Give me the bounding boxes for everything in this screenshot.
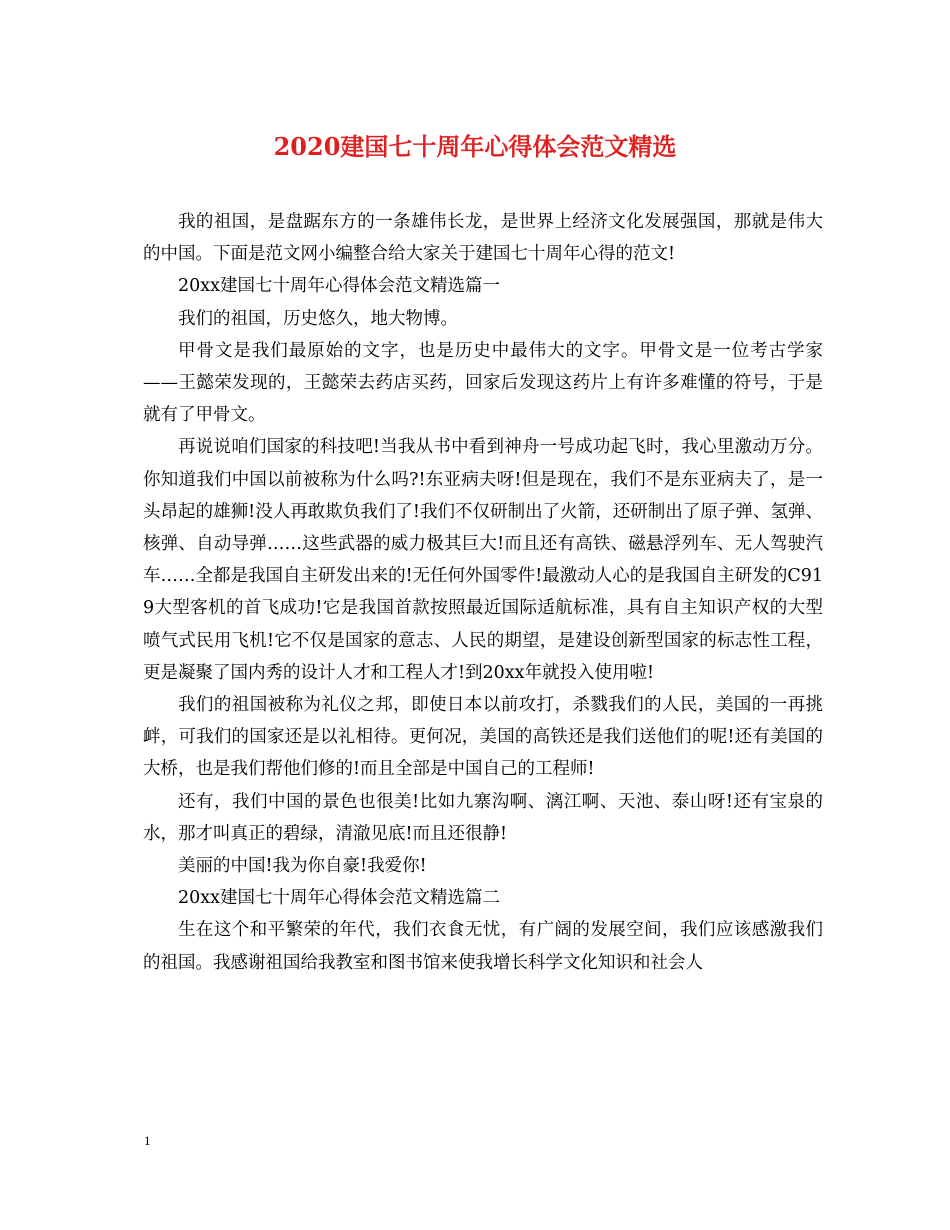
paragraph: 我们的祖国，历史悠久，地大物博。 (178, 308, 458, 329)
section-heading-1: 20xx建国七十周年心得体会范文精选篇一 (178, 276, 501, 297)
paragraph: 再说说咱们国家的科技吧!当我从书中看到神舟一号成功起飞时，我心里激动万分。你知道我们中国以前被称为什么吗?!东亚病夫呀!但是现在，我们不是东亚病夫了，是一头昂起的雄狮!没人再敢欺负我们了!我们不仅研制出了火箭，还研制出了原子弹、氢弹、核弹、自动导弹……这些武器的威力极其巨大!而且还有高铁、磁悬浮列车、无人驾驶汽车……全都是我国自主研发出来的!无任何外国零件!最激动人心的是我国自主研发的C919大型客机的首飞成功!它是我国首款按照最近国际适航标准，具有自主知识产权的大型喷气式民用飞机!它不仅是国家的意志、人民的期望，是建设创新型国家的标志性工程，更是凝聚了国内秀的设计人才和工程人才!到20xx年就投入使用啦! (143, 437, 823, 683)
paragraph: 甲骨文是我们最原始的文字，也是历史中最伟大的文字。甲骨文是一位考古学家——王懿荣发现的，王懿荣去药店买药，回家后发现这药片上有许多难懂的符号，于是就有了甲骨文。 (143, 340, 823, 426)
document-body (143, 206, 823, 979)
paragraph: 生在这个和平繁荣的年代，我们衣食无忧，有广阔的发展空间，我们应该感激我们的祖国。我感谢祖国给我教室和图书馆来使我增长科学文化知识和社会人 (143, 920, 823, 973)
paragraph: 我们的祖国被称为礼仪之邦，即使日本以前攻打，杀戮我们的人民，美国的一再挑衅，可我们的国家还是以礼相待。更何况，美国的高铁还是我们送他们的呢!还有美国的大桥，也是我们帮他们修的!而且全部是中国自己的工程师! (143, 695, 823, 780)
paragraph-intro: 我的祖国，是盘踞东方的一条雄伟长龙，是世界上经济文化发展强国，那就是伟大的中国。下面是范文网小编整合给大家关于建国七十周年心得的范文! (143, 212, 823, 265)
page-number: 1 (144, 1133, 151, 1148)
section-heading-2: 20xx建国七十周年心得体会范文精选篇二 (178, 888, 501, 909)
paragraph: 还有，我们中国的景色也很美!比如九寨沟啊、漓江啊、天池、泰山呀!还有宝泉的水，那才叫真正的碧绿，清澈见底!而且还很静! (143, 791, 823, 844)
paragraph: 美丽的中国!我为你自豪!我爱你! (178, 856, 427, 877)
document-title: 2020建国七十周年心得体会范文精选 (273, 132, 677, 161)
